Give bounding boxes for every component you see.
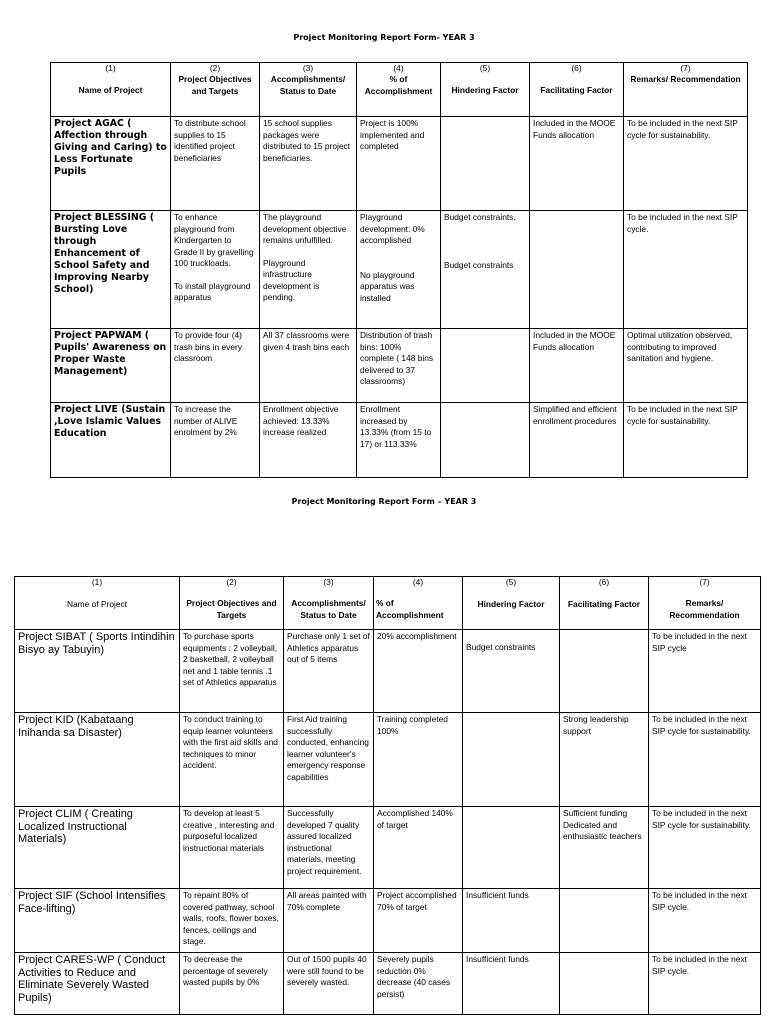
table-header-row (51, 63, 748, 117)
percent-cell: Playground development: 0% accomplished No playground apparatus was installed (357, 211, 441, 329)
header-percent: (4) % of Accomplishment (357, 63, 441, 117)
percent-cell: Severely pupils reduction 0% decrease (40 cases persist) (374, 953, 463, 1015)
hindering-cell: Insufficient funds (463, 889, 560, 953)
header-hindering: (5) Hindering Factor (463, 577, 560, 630)
table-row (15, 889, 761, 953)
table1-title: Project Monitoring Report Form- YEAR 3 (293, 33, 475, 42)
facilitating-cell: Sufficient funding Dedicated and enthusiastic teachers (560, 807, 649, 889)
table2-title: Project Monitoring Report Form – YEAR 3 (291, 497, 477, 506)
accomplishment-cell: 15 school supplies packages were distributed to 15 project beneficiaries. (260, 117, 357, 211)
percent-cell: Enrollment increased by 13.33% (from 15 to 17) or 113.33% (357, 403, 441, 478)
facilitating-cell (560, 630, 649, 713)
accomplishment-cell: Enrollment objective achieved: 13.33% increase realized (260, 403, 357, 478)
remarks-cell: To be included in the next SIP cycle (649, 630, 761, 713)
header-remarks: (7) Remarks/ Recommendation (624, 63, 748, 117)
facilitating-cell: Strong leadership support (560, 713, 649, 807)
table-row (15, 713, 761, 807)
percent-cell: Accomplished 140% of target (374, 807, 463, 889)
header-facilitating: (6) Facilitating Factor (530, 63, 624, 117)
facilitating-cell: Simplified and efficient enrollment procedures (530, 403, 624, 478)
header-facilitating: (6) Facilitating Factor (560, 577, 649, 630)
remarks-cell: To be included in the next SIP cycle for sustainability. (624, 117, 748, 211)
objective-cell: To increase the number of ALIVE enrolment by 2% (171, 403, 260, 478)
header-accomplishments: (3) Accomplishments/ Status to Date (260, 63, 357, 117)
accomplishment-cell: The playground development objective remains unfulfilled. Playground infrastructure development is pending. (260, 211, 357, 329)
accomplishment-cell: All areas painted with 70% complete (284, 889, 374, 953)
percent-cell: Training completed 100% (374, 713, 463, 807)
percent-cell: Project accomplished 70% of target (374, 889, 463, 953)
header-objectives: (2) Project Objectives and Targets (180, 577, 284, 630)
accomplishment-cell: Purchase only 1 set of Athletics apparatus out of 5 items (284, 630, 374, 713)
objective-cell: To repaint 80% of covered pathway, school walls, roofs, flower boxes, fences, ceilings and stage. (180, 889, 284, 953)
hindering-cell (463, 807, 560, 889)
objective-cell: To distribute school supplies to 15 identified project beneficiaries (171, 117, 260, 211)
percent-cell: Project is 100% implemented and completed (357, 117, 441, 211)
table-row (51, 117, 748, 211)
project-name: Project SIF (School Intensifies Face-lifting) (15, 889, 180, 953)
objective-cell: To purchase sports equipments : 2 volleyball, 2 basketball, 2 volleyball net and 1 table tennis .1 set of Athletics apparatus (180, 630, 284, 713)
hindering-cell: Budget constraints (463, 630, 560, 713)
remarks-cell: To be included in the next SIP cycle. (624, 211, 748, 329)
objective-cell: To provide four (4) trash bins in every classroom (171, 329, 260, 403)
table-row (51, 403, 748, 478)
header-hindering: (5) Hindering Factor (441, 63, 530, 117)
accomplishment-cell: Successfully developed 7 quality assured localized instructional materials, meeting project requirement. (284, 807, 374, 889)
facilitating-cell (530, 211, 624, 329)
accomplishment-cell: Out of 1500 pupils 40 were still found to be severely wasted. (284, 953, 374, 1015)
objective-cell: To enhance playground from Kindergarten to Grade II by gravelling 100 truckloads. To install playground apparatus (171, 211, 260, 329)
project-monitoring-table-2 (14, 576, 761, 1015)
table-row (15, 630, 761, 713)
table-row (51, 211, 748, 329)
percent-cell: 20% accomplishment (374, 630, 463, 713)
project-name: Project SIBAT ( Sports Intindihin Bisyo ay Tabuyin) (15, 630, 180, 713)
project-name: Project CLIM ( Creating Localized Instructional Materials) (15, 807, 180, 889)
remarks-cell: To be included in the next SIP cycle. (649, 889, 761, 953)
facilitating-cell: Included in the MOOE Funds allocation (530, 117, 624, 211)
objective-cell: To develop at least 5 creative , interesting and purposeful localized instructional materials (180, 807, 284, 889)
remarks-cell: Optimal utilization observed, contributing to improved sanitation and hygiene. (624, 329, 748, 403)
project-name: Project AGAC ( Affection through Giving and Caring) to Less Fortunate Pupils (51, 117, 171, 211)
facilitating-cell: Included in the MOOE Funds allocation (530, 329, 624, 403)
objective-cell: To decrease the percentage of severely wasted pupils by 0% (180, 953, 284, 1015)
remarks-cell: To be included in the next SIP cycle for sustainability. (624, 403, 748, 478)
facilitating-cell (560, 889, 649, 953)
hindering-cell (441, 117, 530, 211)
remarks-cell: To be included in the next SIP cycle. (649, 953, 761, 1015)
header-objectives: (2) Project Objectives and Targets (171, 63, 260, 117)
percent-cell: Distribution of trash bins: 100% complete ( 148 bins delivered to 37 classrooms) (357, 329, 441, 403)
hindering-cell (441, 329, 530, 403)
table-row (51, 329, 748, 403)
project-name: Project PAPWAM ( Pupils' Awareness on Proper Waste Management) (51, 329, 171, 403)
accomplishment-cell: First Aid training successfully conducted, enhancing learner volunteer's emergency response capabilities (284, 713, 374, 807)
hindering-cell: Budget constraints. Budget constraints (441, 211, 530, 329)
header-accomplishments: (3) Accomplishments/ Status to Date (284, 577, 374, 630)
project-name: Project KID (Kabataang Inihanda sa Disaster) (15, 713, 180, 807)
remarks-cell: To be included in the next SIP cycle for sustainability. (649, 807, 761, 889)
project-name: Project BLESSING ( Bursting Love through Enhancement of School Safety and Improving Nearby School) (51, 211, 171, 329)
hindering-cell (463, 713, 560, 807)
table-header-row (15, 577, 761, 630)
hindering-cell: Insufficient funds (463, 953, 560, 1015)
hindering-cell (441, 403, 530, 478)
header-name-of-project: (1) Name of Project (51, 63, 171, 117)
table-row (15, 807, 761, 889)
project-name: Project CARES-WP ( Conduct Activities to Reduce and Eliminate Severely Wasted Pupils) (15, 953, 180, 1015)
accomplishment-cell: All 37 classrooms were given 4 trash bins each (260, 329, 357, 403)
project-name: Project LIVE (Sustain ,Love Islamic Values Education (51, 403, 171, 478)
table-row (15, 953, 761, 1015)
remarks-cell: To be included in the next SIP cycle for sustainability. (649, 713, 761, 807)
facilitating-cell (560, 953, 649, 1015)
header-remarks: (7) Remarks/ Recommendation (649, 577, 761, 630)
header-name-of-project: (1) Name of Project (15, 577, 180, 630)
header-percent: (4) % of Accomplishment (374, 577, 463, 630)
objective-cell: To conduct training to equip learner volunteers with the first aid skills and techniques to minor accident. (180, 713, 284, 807)
project-monitoring-table-1 (50, 62, 748, 478)
